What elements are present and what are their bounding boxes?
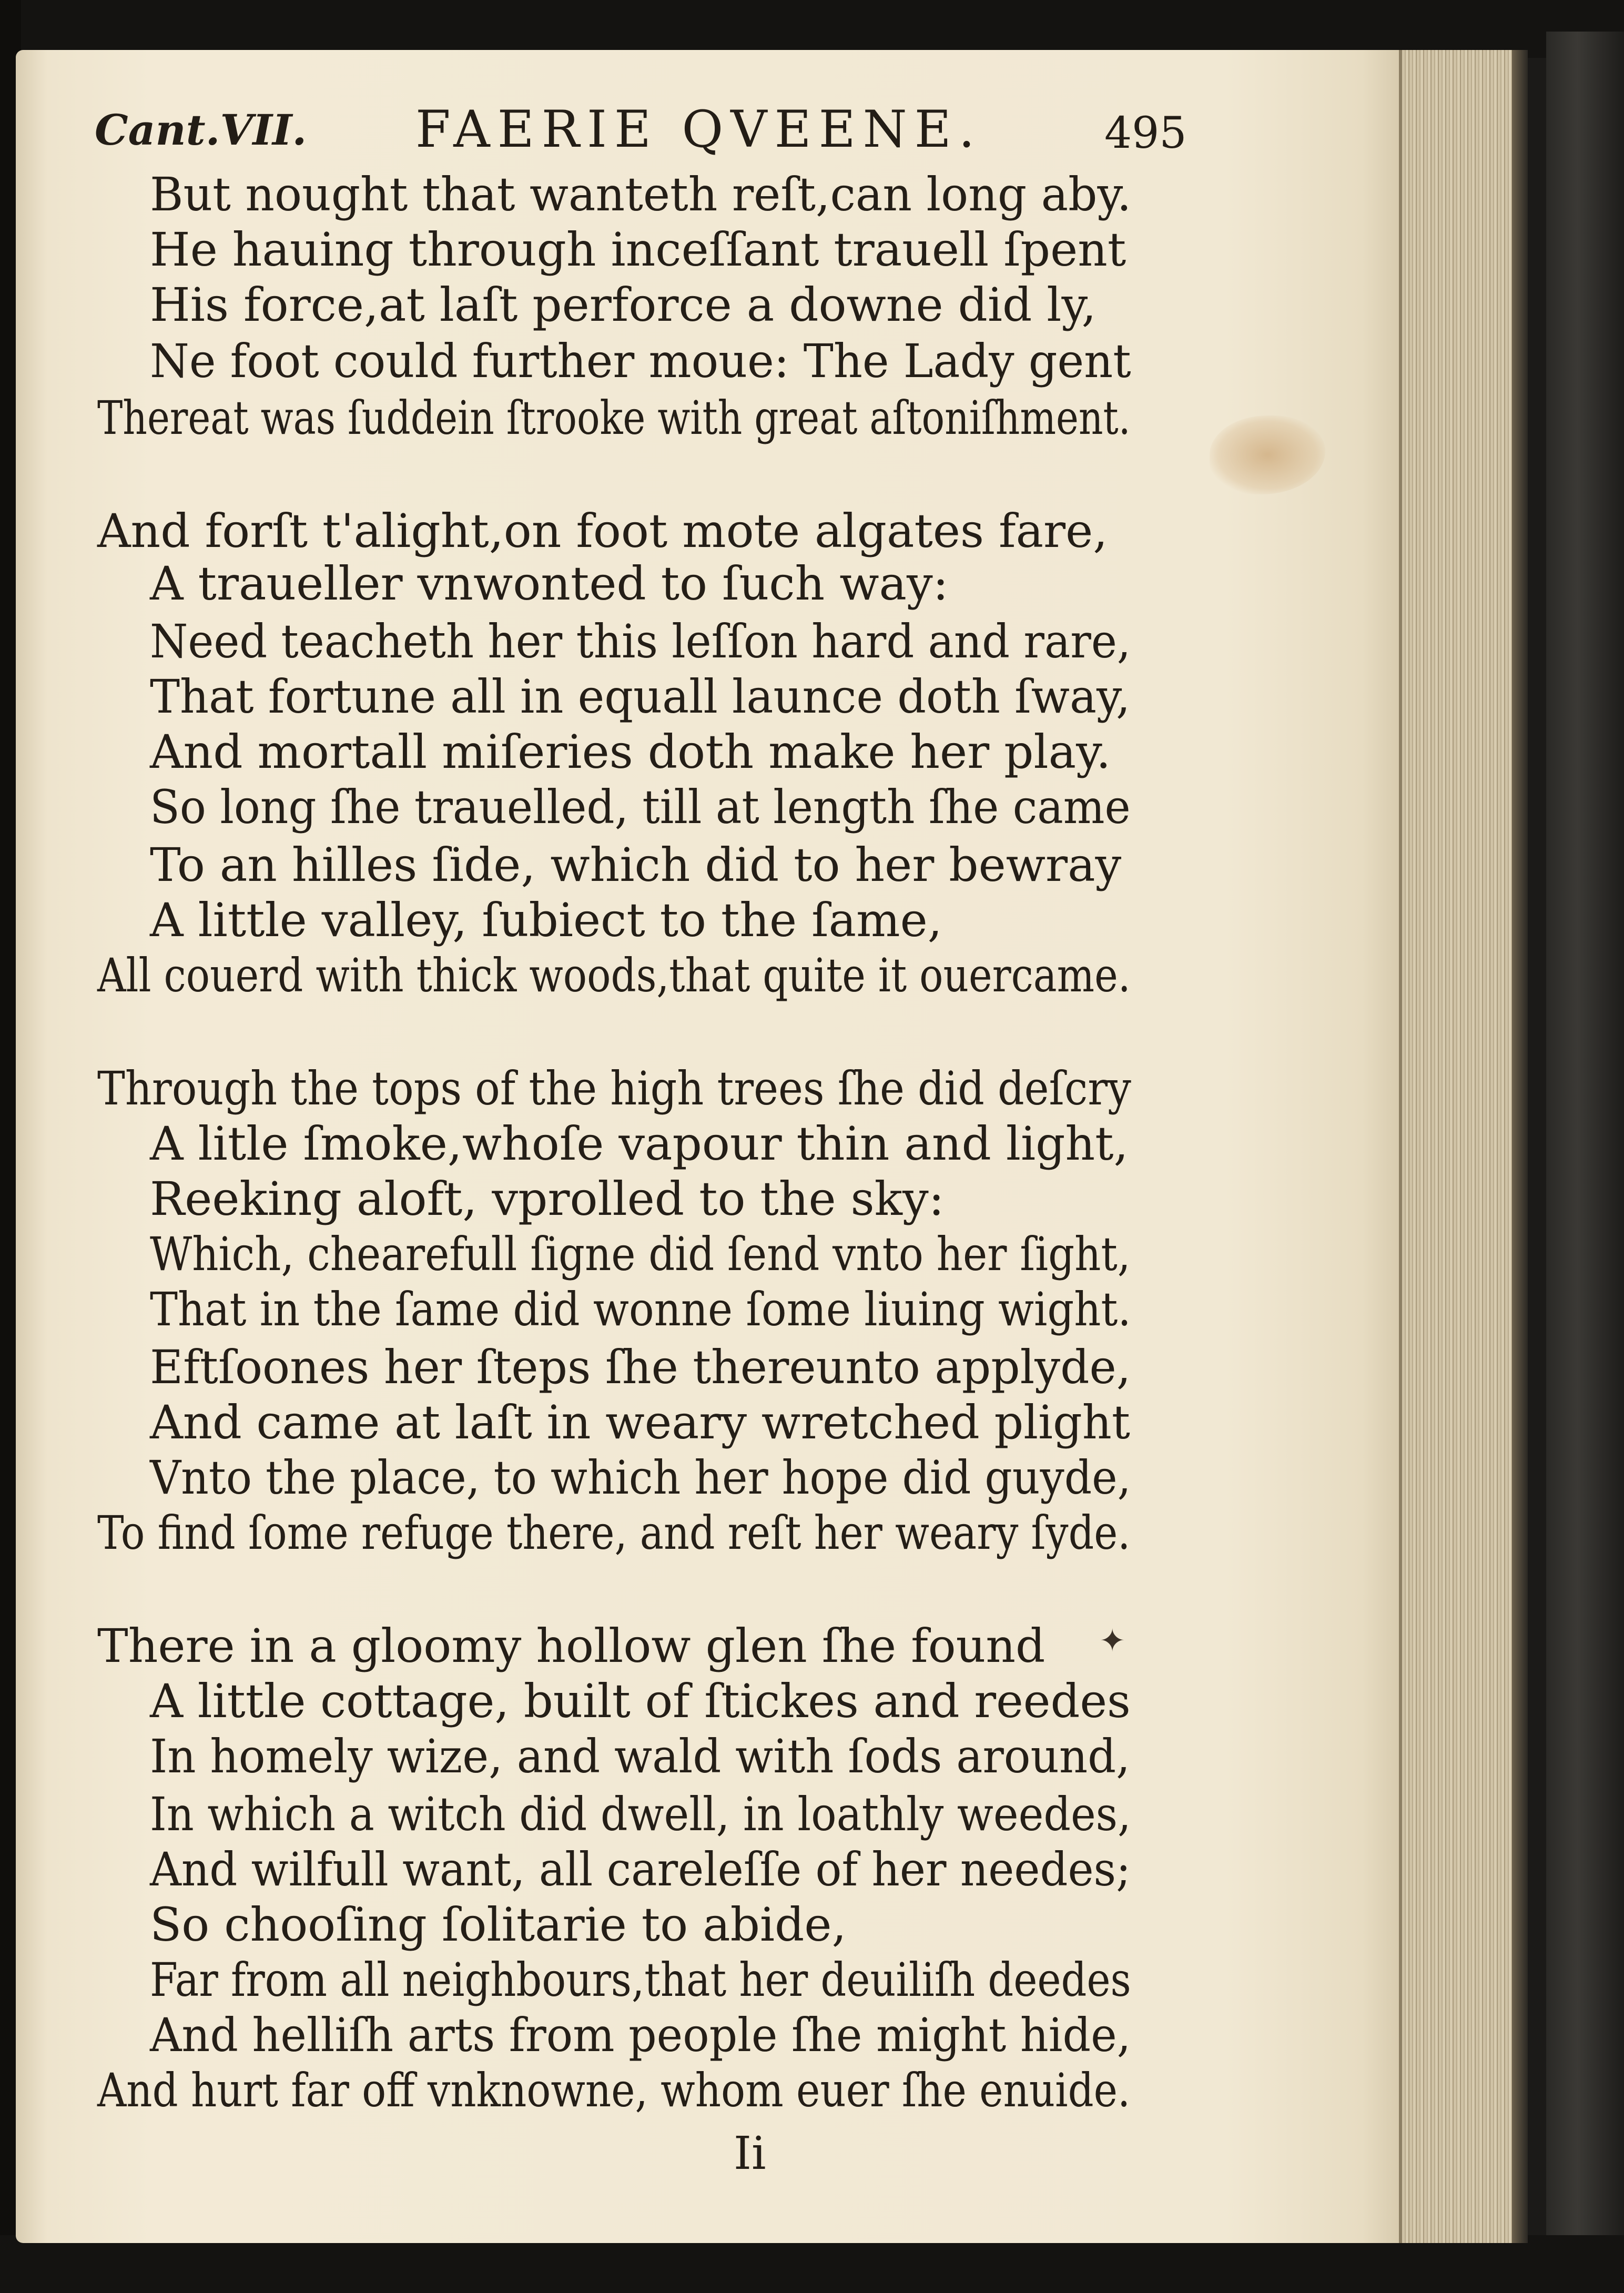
printer-mark-icon: ✦	[1099, 1622, 1126, 1659]
verse-line: Far from all neighbours,that her deuiliſh deedes	[150, 1953, 1131, 2007]
verse-line: And mortall miſeries doth make her play.	[150, 725, 1111, 779]
verse-line: To find ſome refuge there, and reſt her weary ſyde.	[97, 1506, 1131, 1560]
verse-line: But nought that wanteth reſt,can long aby.	[150, 167, 1132, 221]
verse-line: A litle ſmoke,whoſe vapour thin and light,	[150, 1117, 1129, 1171]
verse-line: Need teacheth her this leſſon hard and rare,	[150, 614, 1131, 668]
verse-line: Thereat was ſuddein ſtrooke with great aſtoniſhment.	[97, 391, 1131, 445]
verse-line: In which a witch did dwell, in loathly weedes,	[150, 1787, 1131, 1841]
verse-line: And forſt t'alight,on foot mote algates fare,	[97, 504, 1108, 558]
verse-line: Reeking aloft, vprolled to the sky:	[150, 1172, 945, 1226]
verse-line: In homely wize, and wald with ſods around,	[150, 1729, 1130, 1783]
verse-line: To an hilles ſide, which did to her bewray	[150, 838, 1122, 892]
verse-line: So chooſing ſolitarie to abide,	[150, 1898, 847, 1952]
verse-line: And hurt far off vnknowne, whom euer ſhe enuide.	[97, 2063, 1131, 2117]
verse-line: All couerd with thick woods,that quite it ouercame.	[97, 948, 1131, 1002]
verse-line: And came at laſt in weary wretched plight	[150, 1395, 1130, 1449]
verse-line: Which, chearefull ſigne did ſend vnto her ſight,	[150, 1227, 1131, 1281]
verse-line: His force,at laſt perforce a downe did ly,	[150, 278, 1097, 332]
verse-line: Through the tops of the high trees ſhe did deſcry	[97, 1061, 1131, 1115]
running-title: FAERIE QVEENE.	[415, 100, 982, 159]
verse-line: So long ſhe trauelled, till at length ſhe came	[150, 780, 1131, 834]
verse-line: That fortune all in equall launce doth ſway,	[150, 669, 1131, 724]
verse-line: Eftſoones her ſteps ſhe thereunto applyde,	[150, 1340, 1131, 1394]
verse-line: Ne foot could further moue: The Lady gent	[150, 334, 1131, 388]
verse-line: A little cottage, built of ſtickes and reedes	[150, 1674, 1131, 1728]
page-number: 495	[1104, 108, 1187, 158]
signature-mark: Ii	[734, 2127, 766, 2180]
verse-line: There in a gloomy hollow glen ſhe found	[97, 1619, 1046, 1673]
verse-line: And helliſh arts from people ſhe might hide,	[150, 2008, 1131, 2062]
verse-line: That in the ſame did wonne ſome liuing wight.	[150, 1282, 1131, 1336]
canto-label: Cant.VII.	[95, 105, 307, 155]
verse-line: A traueller vnwonted to ſuch way:	[150, 556, 949, 611]
verse-line: And wilfull want, all careleſſe of her needes;	[150, 1842, 1131, 1896]
verse-line: Vnto the place, to which her hope did guyde,	[150, 1450, 1131, 1505]
verse-line: A little valley, ſubiect to the ſame,	[150, 893, 942, 947]
verse-line: He hauing through inceſſant trauell ſpent	[150, 222, 1126, 277]
